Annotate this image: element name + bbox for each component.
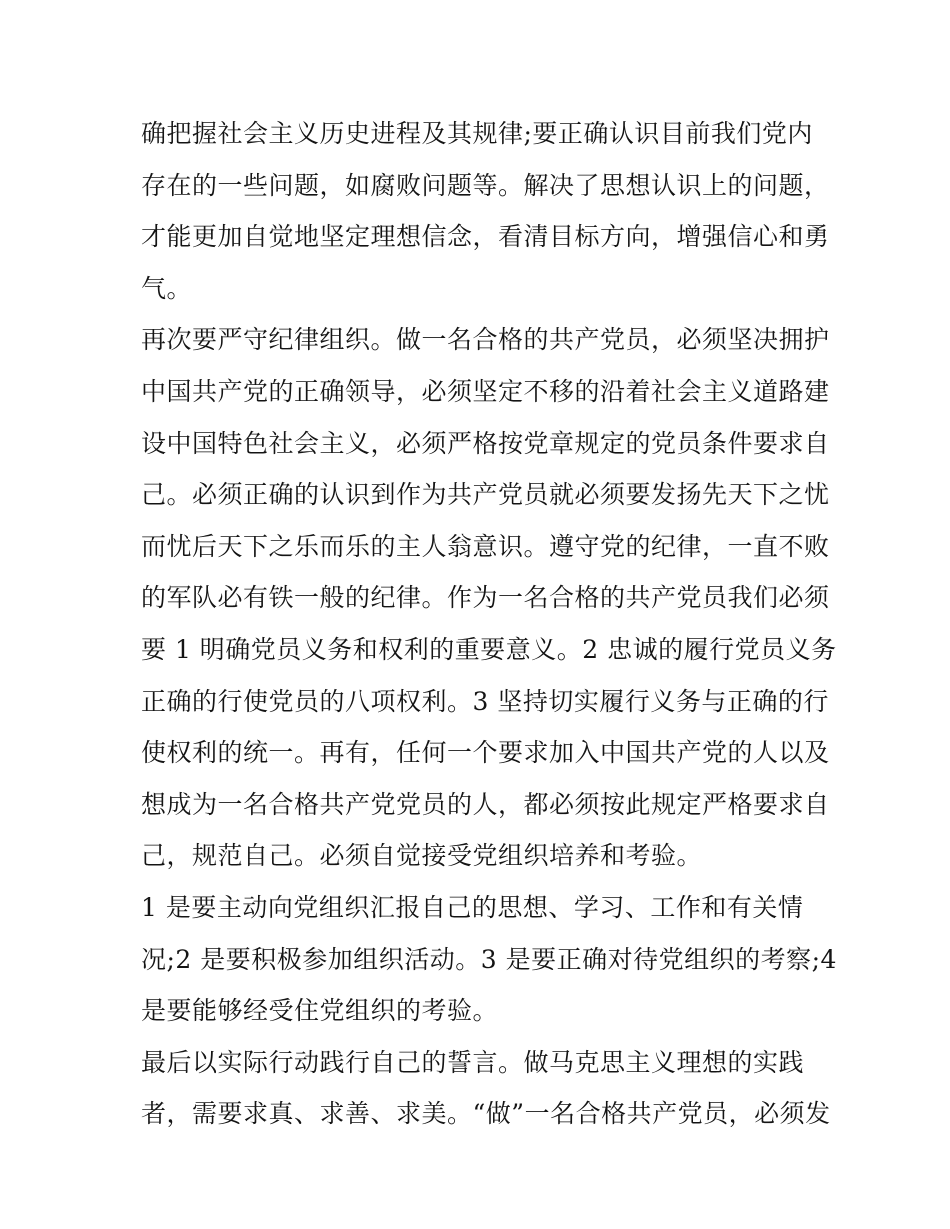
text-line: 设中国特色社会主义，必须严格按党章规定的党员条件要求自 (141, 428, 830, 458)
text-line: 想成为一名合格共产党党员的人，都必须按此规定严格要求自 (141, 789, 830, 819)
text-line: 己，规范自己。必须自觉接受党组织培养和考验。 (141, 841, 703, 871)
text-line: 使权利的统一。再有，任何一个要求加入中国共产党的人以及 (141, 738, 830, 768)
text-line: 最后以实际行动践行自己的誓言。做马克思主义理想的实践 (141, 1047, 805, 1077)
text-line: 才能更加自觉地坚定理想信念，看清目标方向，增强信心和勇 (141, 222, 830, 252)
document-body (141, 108, 837, 1140)
text-line: 要 1 明确党员义务和权利的重要意义。2 忠诚的履行党员义务 (141, 634, 837, 664)
text-line: 况;2 是要积极参加组织活动。3 是要正确对待党组织的考察;4 (141, 944, 837, 974)
text-line: 中国共产党的正确领导，必须坚定不移的沿着社会主义道路建 (141, 376, 830, 406)
text-line: 气。 (141, 273, 193, 303)
text-line: 再次要严守纪律组织。做一名合格的共产党员，必须坚决拥护 (141, 325, 830, 355)
text-line: 存在的一些问题，如腐败问题等。解决了思想认识上的问题， (141, 170, 830, 200)
text-line: 己。必须正确的认识到作为共产党员就必须要发扬先天下之忧 (141, 480, 830, 510)
text-line: 者，需要求真、求善、求美。“做”一名合格共产党员，必须发 (141, 1099, 831, 1129)
text-line: 1 是要主动向党组织汇报自己的思想、学习、工作和有关情 (141, 892, 804, 922)
text-line: 是要能够经受住党组织的考验。 (141, 996, 499, 1026)
text-line: 正确的行使党员的八项权利。3 坚持切实履行义务与正确的行 (141, 686, 829, 716)
text-line: 确把握社会主义历史进程及其规律;要正确认识目前我们党内 (141, 119, 813, 148)
text-line: 而忧后天下之乐而乐的主人翁意识。遵守党的纪律，一直不败 (141, 531, 830, 561)
text-line: 的军队必有铁一般的纪律。作为一名合格的共产党员我们必须 (141, 583, 830, 613)
